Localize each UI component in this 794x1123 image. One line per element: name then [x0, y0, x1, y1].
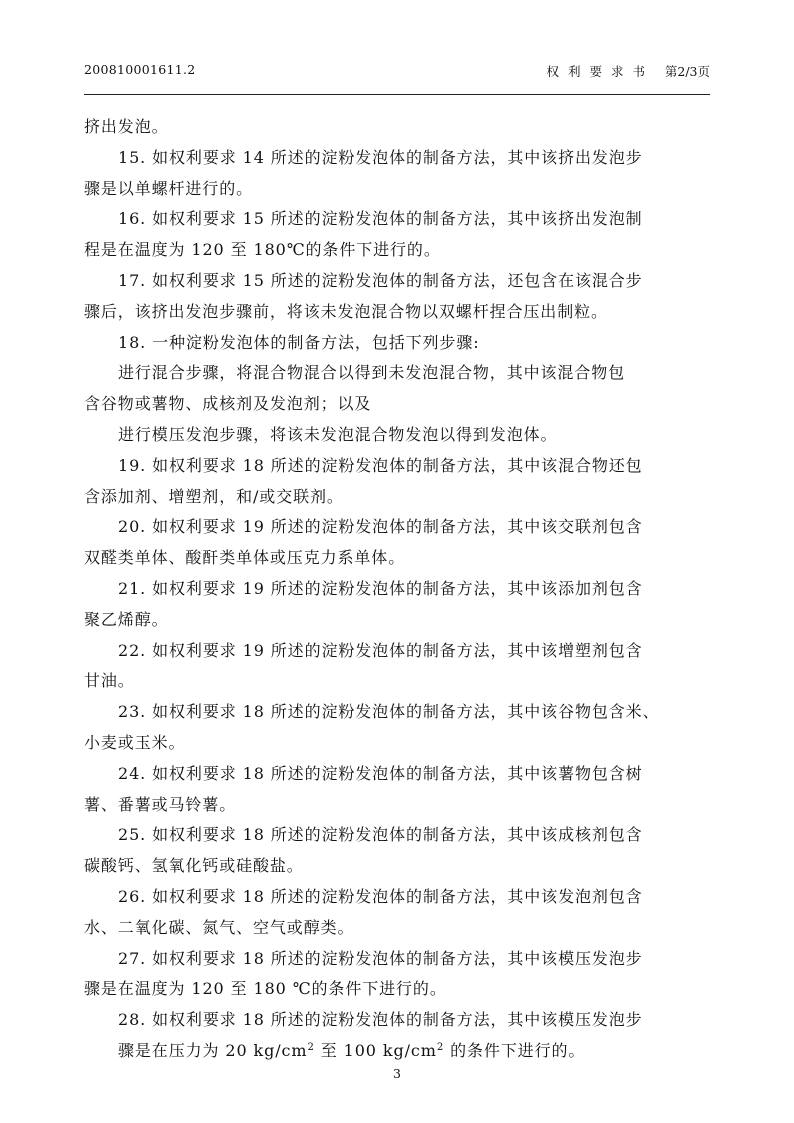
claim-line: 骤后，该挤出发泡步骤前，将该未发泡混合物以双螺杆捏合压出制粒。 [84, 301, 608, 321]
last-line-part1: 骤是在压力为 20 kg/cm [118, 1040, 308, 1060]
claim-line: 18. 一种淀粉发泡体的制备方法，包括下列步骤: [118, 332, 480, 352]
claim-line: 薯、番薯或马铃薯。 [84, 794, 237, 814]
claim-line: 挤出发泡。 [84, 117, 169, 136]
claim-line: 17. 如权利要求 15 所述的淀粉发泡体的制备方法，还包含在该混合步 [118, 270, 643, 290]
header-divider [84, 94, 710, 95]
claim-line: 程是在温度为 120 至 180℃的条件下进行的。 [84, 240, 441, 260]
claim-line: 碳酸钙、氢氧化钙或硅酸盐。 [84, 856, 304, 876]
claim-line: 甘油。 [84, 671, 135, 691]
claim-line: 双醛类单体、酸酐类单体或压克力系单体。 [84, 548, 406, 568]
document-type: 权利要求书 [546, 64, 654, 79]
claim-line: 24. 如权利要求 18 所述的淀粉发泡体的制备方法，其中该薯物包含树 [118, 763, 643, 783]
claim-line: 小麦或玉米。 [84, 732, 186, 752]
document-number: 200810001611.2 [84, 62, 196, 77]
claim-line: 25. 如权利要求 18 所述的淀粉发泡体的制备方法，其中该成核剂包含 [118, 825, 643, 845]
claim-line: 进行模压发泡步骤，将该未发泡混合物发泡以得到发泡体。 [118, 424, 558, 444]
claim-line: 16. 如权利要求 15 所述的淀粉发泡体的制备方法，其中该挤出发泡制 [118, 209, 643, 229]
claim-line: 15. 如权利要求 14 所述的淀粉发泡体的制备方法，其中该挤出发泡步 [118, 147, 643, 167]
page-header [84, 60, 710, 84]
claim-line: 19. 如权利要求 18 所述的淀粉发泡体的制备方法，其中该混合物还包 [118, 455, 643, 475]
claim-line: 含谷物或薯物、成核剂及发泡剂；以及 [84, 394, 372, 414]
claim-line-last [84, 1036, 696, 1067]
claim-line: 水、二氧化碳、氮气、空气或醇类。 [84, 917, 355, 937]
claim-line: 含添加剂、增塑剂，和/或交联剂。 [84, 486, 344, 506]
last-line-part3: 的条件下进行的。 [444, 1040, 586, 1060]
claim-line: 聚乙烯醇。 [84, 609, 169, 629]
page-reference: 第2/3页 [664, 64, 710, 79]
claim-line: 22. 如权利要求 19 所述的淀粉发泡体的制备方法，其中该增塑剂包含 [118, 640, 643, 660]
page-footer [0, 1066, 794, 1081]
claim-line: 骤是在温度为 120 至 180 ℃的条件下进行的。 [84, 979, 447, 999]
page-number: 3 [393, 1066, 401, 1081]
claim-lines [84, 112, 696, 1036]
last-line-part2: 至 100 kg/cm [314, 1040, 437, 1060]
last-line-sup1: 2 [307, 1041, 315, 1053]
claim-line: 28. 如权利要求 18 所述的淀粉发泡体的制备方法，其中该模压发泡步 [118, 1010, 643, 1030]
claim-line: 26. 如权利要求 18 所述的淀粉发泡体的制备方法，其中该发泡剂包含 [118, 886, 643, 906]
claim-line: 27. 如权利要求 18 所述的淀粉发泡体的制备方法，其中该模压发泡步 [118, 948, 643, 968]
claim-line: 23. 如权利要求 18 所述的淀粉发泡体的制备方法，其中该谷物包含米、 [118, 702, 660, 722]
claim-line: 进行混合步骤，将混合物混合以得到未发泡混合物，其中该混合物包 [118, 363, 626, 383]
claims-body [84, 112, 696, 1067]
claim-line: 20. 如权利要求 19 所述的淀粉发泡体的制备方法，其中该交联剂包含 [118, 517, 643, 537]
last-line-sup2: 2 [436, 1041, 445, 1053]
claim-line: 21. 如权利要求 19 所述的淀粉发泡体的制备方法，其中该添加剂包含 [118, 578, 643, 598]
claim-line: 骤是以单螺杆进行的。 [84, 178, 254, 198]
